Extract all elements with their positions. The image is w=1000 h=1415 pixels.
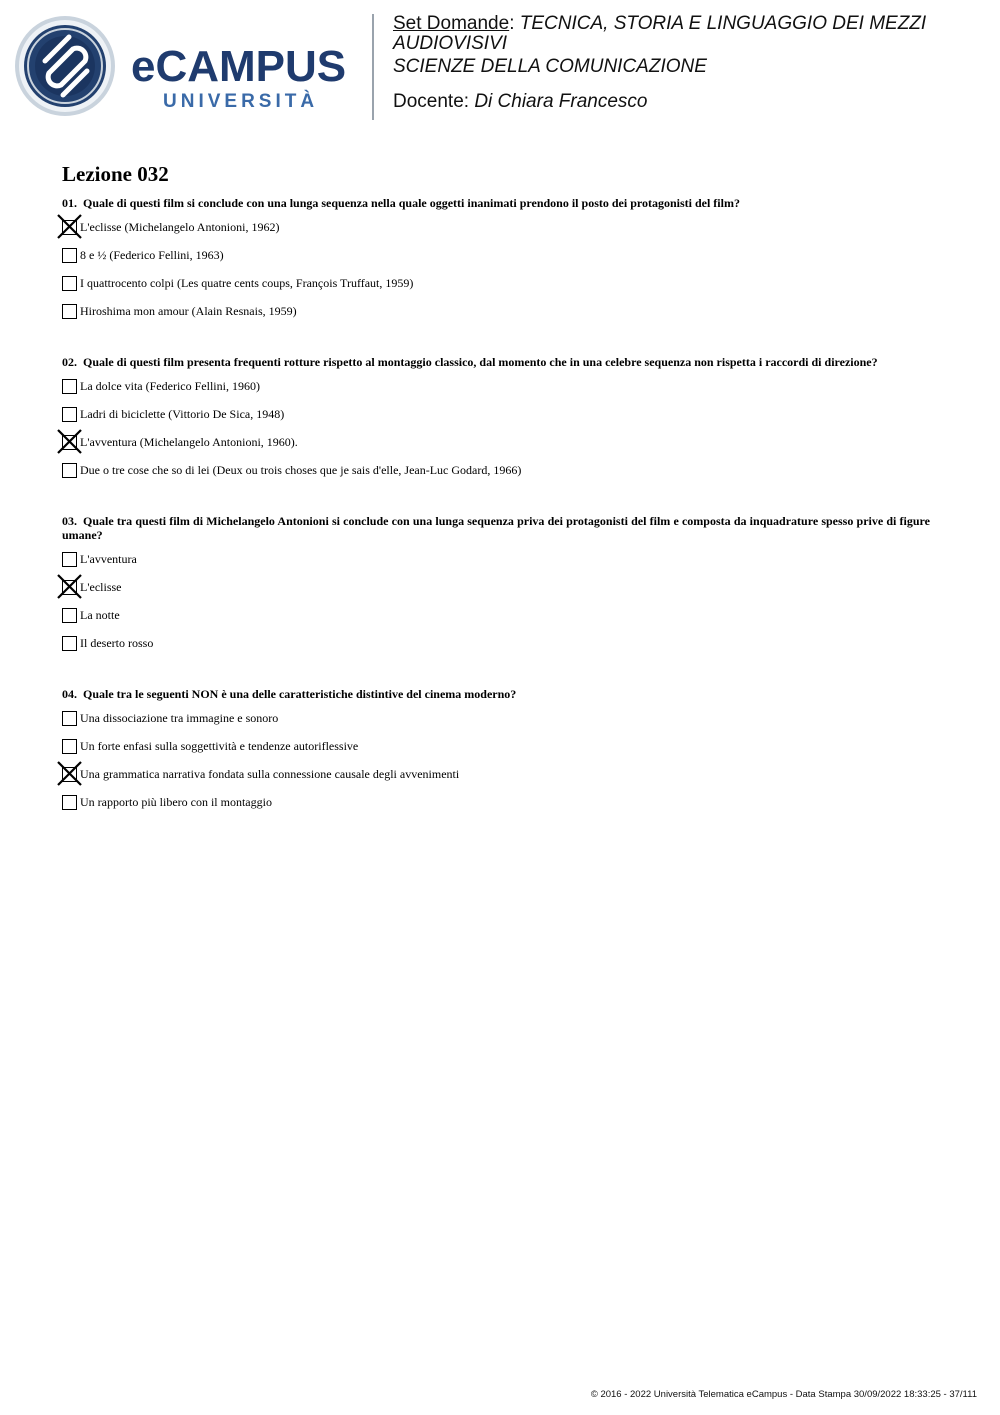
question-2: [62, 355, 930, 490]
ecampus-seal-icon: [15, 16, 115, 116]
degree-name: SCIENZE DELLA COMUNICAZIONE: [393, 56, 707, 77]
answer-text: Una dissociazione tra immagine e sonoro: [80, 711, 279, 725]
degree-line: [393, 57, 983, 77]
question-4: [62, 687, 930, 822]
checkbox[interactable]: [62, 636, 77, 651]
answer-option[interactable]: [62, 766, 930, 794]
checkbox[interactable]: [62, 552, 77, 567]
answer-option[interactable]: [62, 635, 930, 663]
question-set: [62, 162, 930, 846]
set-label: Set Domande: [393, 13, 510, 34]
x-mark-icon: [57, 429, 82, 454]
header-divider: [372, 14, 374, 120]
x-mark-icon: [57, 214, 82, 239]
checkbox[interactable]: [62, 711, 77, 726]
answer-option[interactable]: [62, 378, 930, 406]
answer-text: L'avventura: [80, 552, 137, 566]
question-number: 04.: [62, 687, 77, 701]
answer-text: L'avventura (Michelangelo Antonioni, 1960).: [80, 435, 298, 449]
checkbox[interactable]: [62, 608, 77, 623]
checkbox[interactable]: [62, 276, 77, 291]
answer-option[interactable]: [62, 738, 930, 766]
answer-text: L'eclisse (Michelangelo Antonioni, 1962): [80, 220, 280, 234]
answer-option[interactable]: [62, 247, 930, 275]
question-body: Quale tra le seguenti NON è una delle caratteristiche distintive del cinema moderno?: [83, 687, 517, 701]
questions-list: [62, 196, 930, 822]
question-1: [62, 196, 930, 331]
answer-option[interactable]: [62, 579, 930, 607]
question-3: [62, 514, 930, 663]
answer-option[interactable]: [62, 275, 930, 303]
question-text: [62, 355, 930, 369]
answer-text: Ladri di biciclette (Vittorio De Sica, 1948): [80, 407, 285, 421]
set-line: [393, 14, 983, 54]
answer-text: La dolce vita (Federico Fellini, 1960): [80, 379, 260, 393]
teacher-name: Di Chiara Francesco: [474, 91, 648, 112]
x-mark-icon: [57, 574, 82, 599]
answer-text: I quattrocento colpi (Les quatre cents coups, François Truffaut, 1959): [80, 276, 414, 290]
answer-text: Un rapporto più libero con il montaggio: [80, 795, 272, 809]
answer-text: Una grammatica narrativa fondata sulla connessione causale degli avvenimenti: [80, 767, 460, 781]
question-text: [62, 514, 930, 542]
answer-text: Il deserto rosso: [80, 636, 154, 650]
answer-text: Un forte enfasi sulla soggettività e tendenze autoriflessive: [80, 739, 359, 753]
answer-option[interactable]: [62, 462, 930, 490]
question-body: Quale di questi film si conclude con una lunga sequenza nella quale oggetti inanimati prendono il posto dei protagonisti del film?: [83, 196, 740, 210]
logo-sub: UNIVERSITÀ: [163, 91, 319, 112]
answer-option[interactable]: [62, 219, 930, 247]
question-body: Quale di questi film presenta frequenti rotture rispetto al montaggio classico, dal momento che in una celebre sequenza non rispetta i raccordi di direzione?: [83, 355, 878, 369]
teacher-line: [393, 92, 983, 112]
checkbox[interactable]: [62, 463, 77, 478]
answer-option[interactable]: [62, 710, 930, 738]
teacher-label: Docente:: [393, 91, 475, 112]
question-text: [62, 196, 930, 210]
checkbox[interactable]: [62, 795, 77, 810]
answer-text: Due o tre cose che so di lei (Deux ou trois choses que je sais d'elle, Jean-Luc Godard, 1966): [80, 463, 522, 477]
answer-option[interactable]: [62, 607, 930, 635]
answer-option[interactable]: [62, 406, 930, 434]
set-separator: :: [509, 13, 520, 34]
checkbox[interactable]: [62, 739, 77, 754]
checkbox[interactable]: [62, 304, 77, 319]
lesson-title: Lezione 032: [62, 162, 169, 186]
answer-option[interactable]: [62, 794, 930, 822]
header-info: [393, 14, 983, 112]
answer-text: L'eclisse: [80, 580, 122, 594]
course-title: TECNICA, STORIA E LINGUAGGIO DEI MEZZI AUDIOVISIVI: [393, 13, 927, 54]
checkbox[interactable]: [62, 379, 77, 394]
logo-brand: eCAMPUS: [131, 42, 347, 91]
x-mark-icon: [57, 761, 82, 786]
answer-text: Hiroshima mon amour (Alain Resnais, 1959): [80, 304, 297, 318]
answer-option[interactable]: [62, 434, 930, 462]
question-text: [62, 687, 930, 701]
question-body: Quale tra questi film di Michelangelo Antonioni si conclude con una lunga sequenza priva dei protagonisti del film e composta da inquadrature spesso prive di figure umane?: [62, 514, 930, 542]
question-number: 01.: [62, 196, 77, 210]
answer-option[interactable]: [62, 303, 930, 331]
question-number: 02.: [62, 355, 77, 369]
answer-text: La notte: [80, 608, 120, 622]
question-number: 03.: [62, 514, 77, 528]
answer-option[interactable]: [62, 551, 930, 579]
ecampus-logo: [13, 15, 358, 117]
checkbox[interactable]: [62, 407, 77, 422]
footer: © 2016 - 2022 Università Telematica eCampus - Data Stampa 30/09/2022 18:33:25 - 37/111: [590, 1389, 977, 1400]
answer-text: 8 e ½ (Federico Fellini, 1963): [80, 248, 224, 262]
checkbox[interactable]: [62, 248, 77, 263]
